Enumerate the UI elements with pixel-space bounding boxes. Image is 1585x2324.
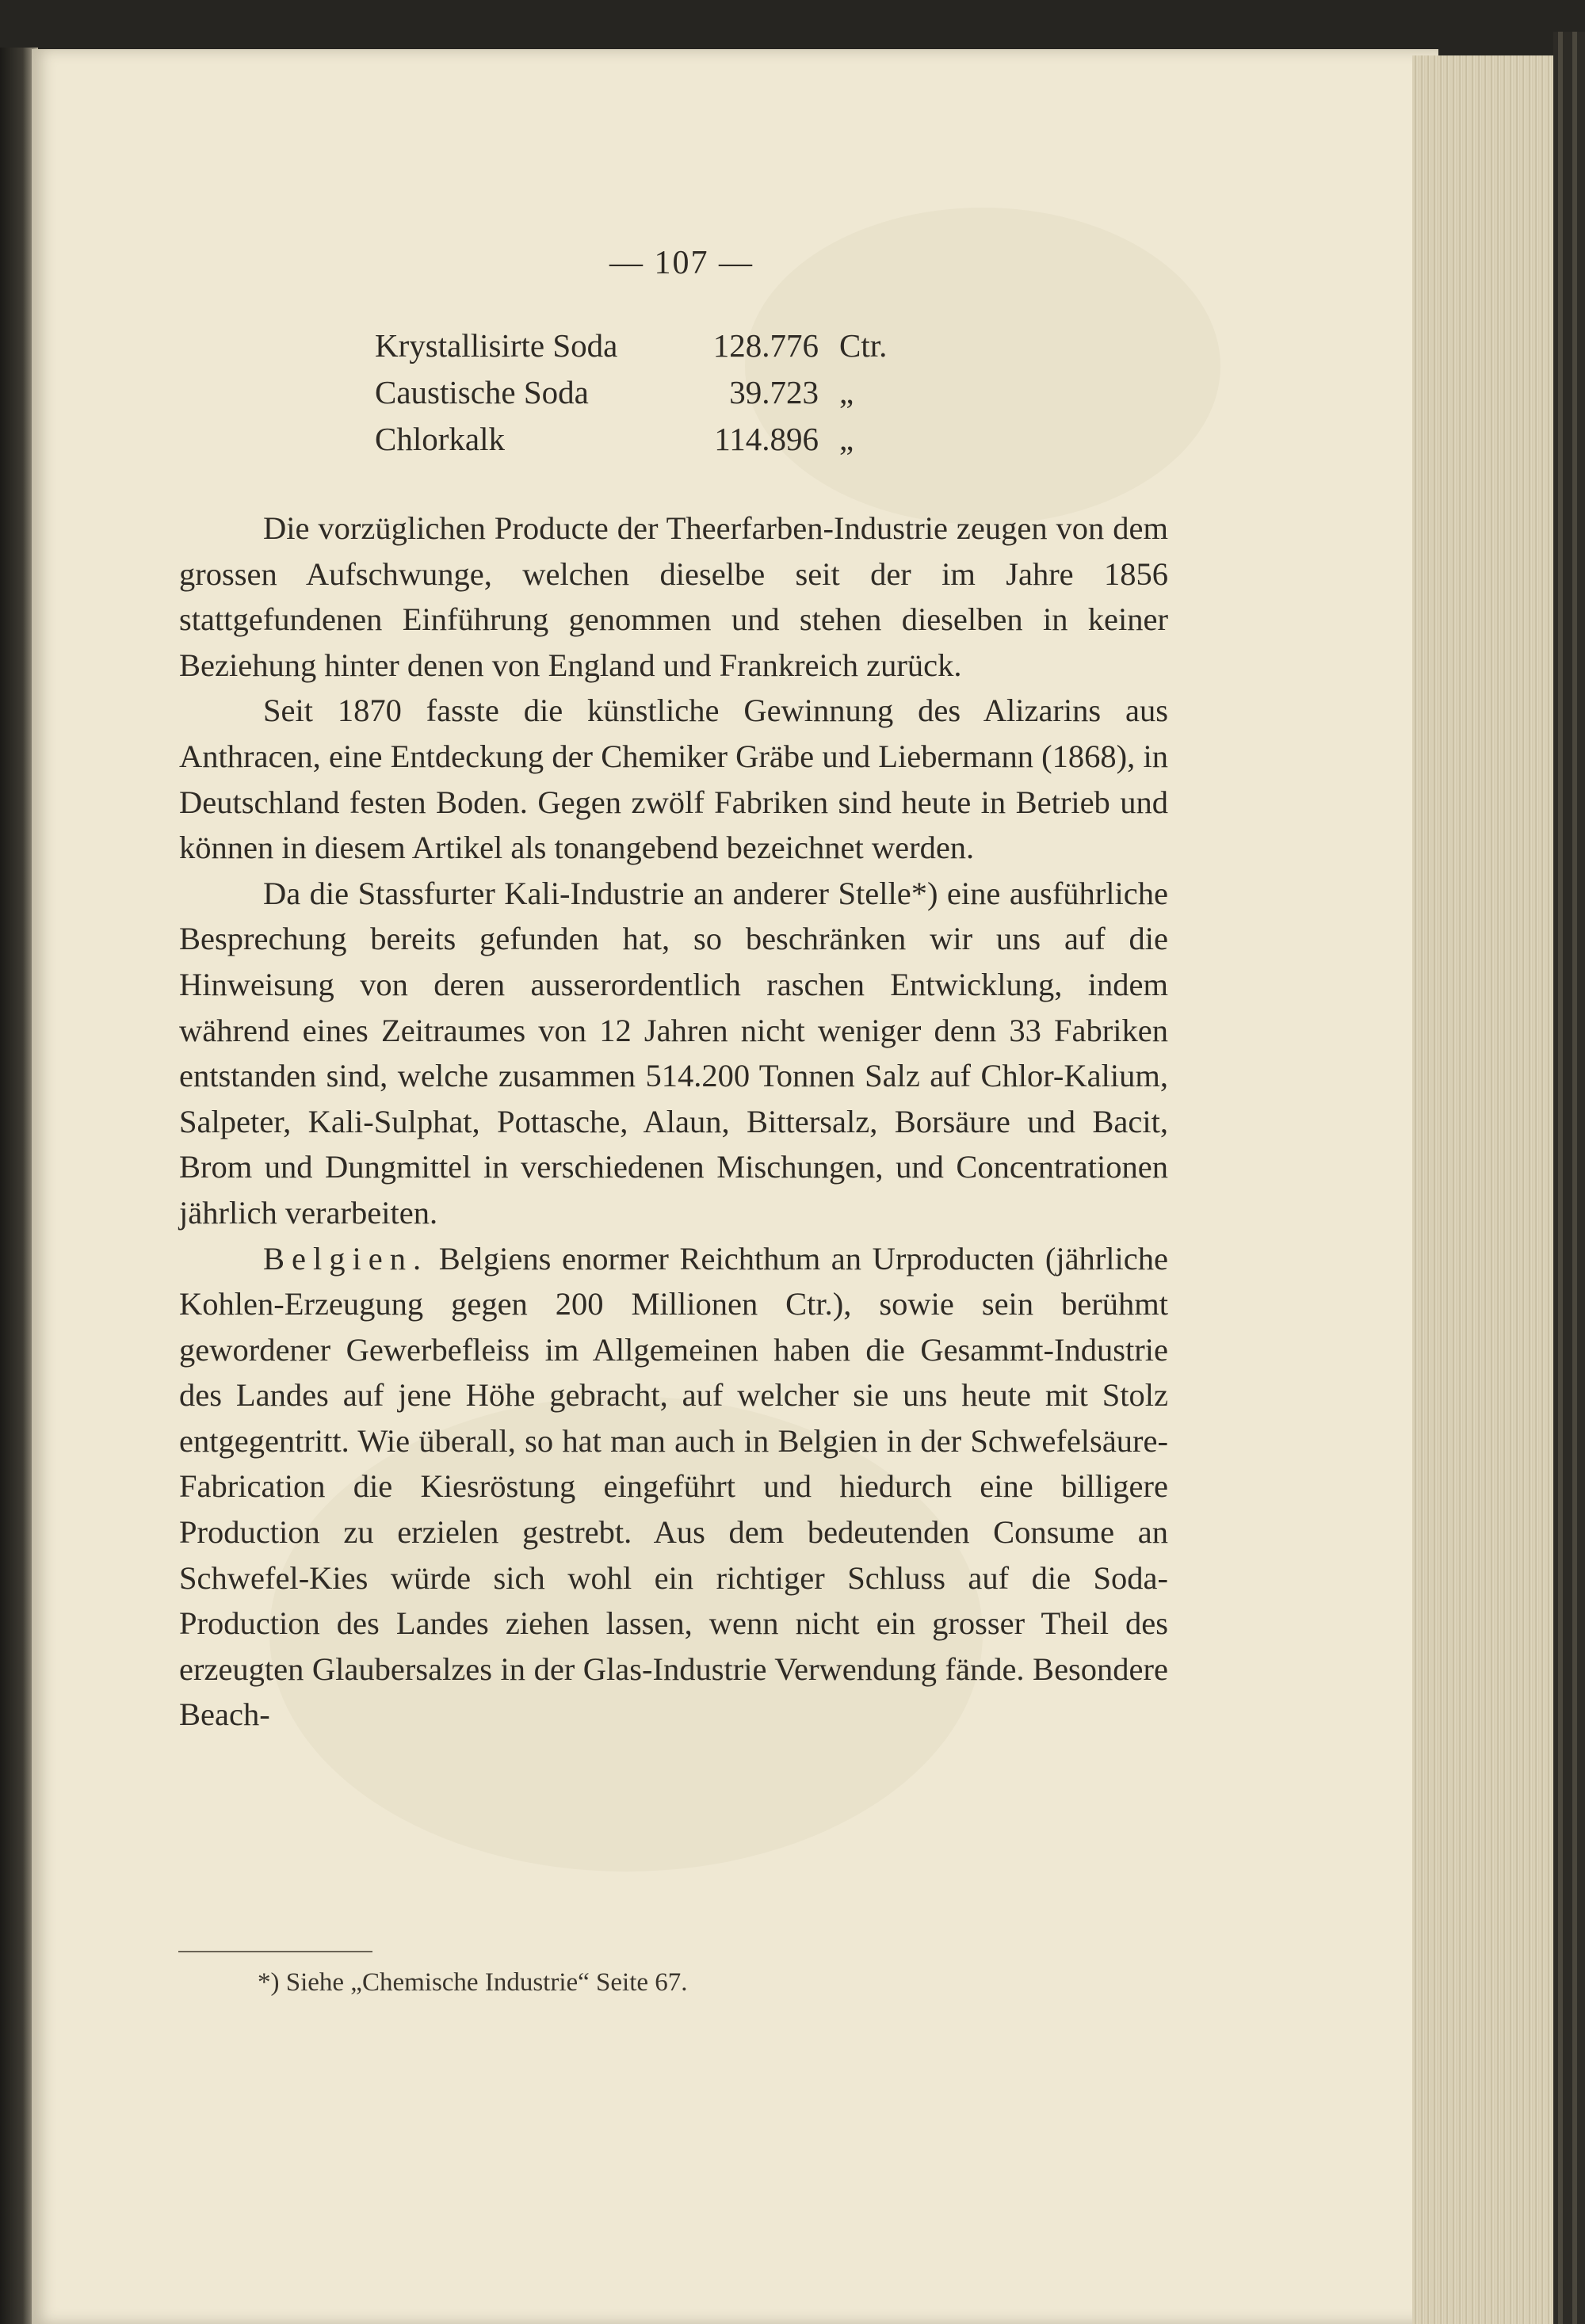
table-row: [375, 326, 977, 371]
paragraph-belgien-text: Belgiens enormer Reichthum an Urproducten (jährliche Kohlen-Erzeugung gegen 200 Millionen Ctr.), sowie sein berühmt gewordener Gewerbefleiss im Allgemeinen haben die Gesammt-Industrie des Landes auf jene Höhe gebracht, auf welcher sie uns heute mit Stolz entgegentritt. Wie überall, so hat man auch in Belgien in der Schwefelsäure-Fabrication die Kiesröstung eingeführt und hiedurch eine billigere Production zu erzielen gestrebt. Aus dem bedeutenden Consume an Schwefel-Kies würde sich wohl ein richtiger Schluss auf die Soda-Production des Landes ziehen lassen, wenn nicht ein grosser Theil des erzeugten Glaubersalzes in der Glas-Industrie Verwendung fände. Besondere Beach-: [179, 1240, 1168, 1733]
footnote: *) Siehe „Chemische Industrie“ Seite 67.: [258, 1968, 688, 1997]
product-name: Caustische Soda: [375, 374, 589, 410]
product-unit: „: [839, 421, 854, 457]
table-row: [375, 373, 977, 418]
product-unit: „: [839, 374, 854, 410]
paragraph: Seit 1870 fasste die künstliche Gewinnung des Alizarins aus Anthracen, eine Entdeckung der Chemiker Gräbe und Liebermann (1868), in Deutschland festen Boden. Gegen zwölf Fabriken sind heute in Betrieb und können in diesem Artikel als tonangebend bezeichnet werden.: [179, 693, 1168, 866]
product-value: 114.896: [714, 421, 819, 457]
paragraph-belgien: [179, 1236, 1168, 1738]
paragraph: Da die Stassfurter Kali-Industrie an anderer Stelle*) eine ausführliche Besprechung bereits gefunden hat, so beschränken wir uns auf die Hinweisung von deren ausserordentlich raschen Entwicklung, indem während eines Zeitraumes von 12 Jahren nicht weniger denn 33 Fabriken entstanden sind, welche zusammen 514.200 Tonnen Salz auf Chlor-Kalium, Salpeter, Kali-Sulphat, Pottasche, Alaun, Bittersalz, Borsäure und Bacit, Brom und Dungmittel in verschiedenen Mischungen, und Concentrationen jährlich verarbeiten.: [179, 875, 1168, 1231]
table-row: [375, 420, 977, 464]
product-value: 128.776: [712, 327, 819, 364]
body-text: [179, 506, 1168, 1738]
paragraph: Die vorzüglichen Producte der Theerfarben-Industrie zeugen von dem grossen Aufschwunge, welchen dieselbe seit der im Jahre 1856 stattgefundenen Einführung genommen und stehen dieselben in keiner Beziehung hinter denen von England und Frankreich zurück.: [179, 510, 1168, 683]
section-heading-belgien: Belgien.: [263, 1240, 429, 1276]
product-unit: Ctr.: [839, 327, 888, 364]
product-name: Krystallisirte Soda: [375, 327, 618, 364]
footnote-rule: [178, 1951, 372, 1952]
product-name: Chlorkalk: [375, 421, 505, 457]
product-value: 39.723: [729, 374, 819, 410]
page-number: — 107 —: [609, 245, 754, 281]
